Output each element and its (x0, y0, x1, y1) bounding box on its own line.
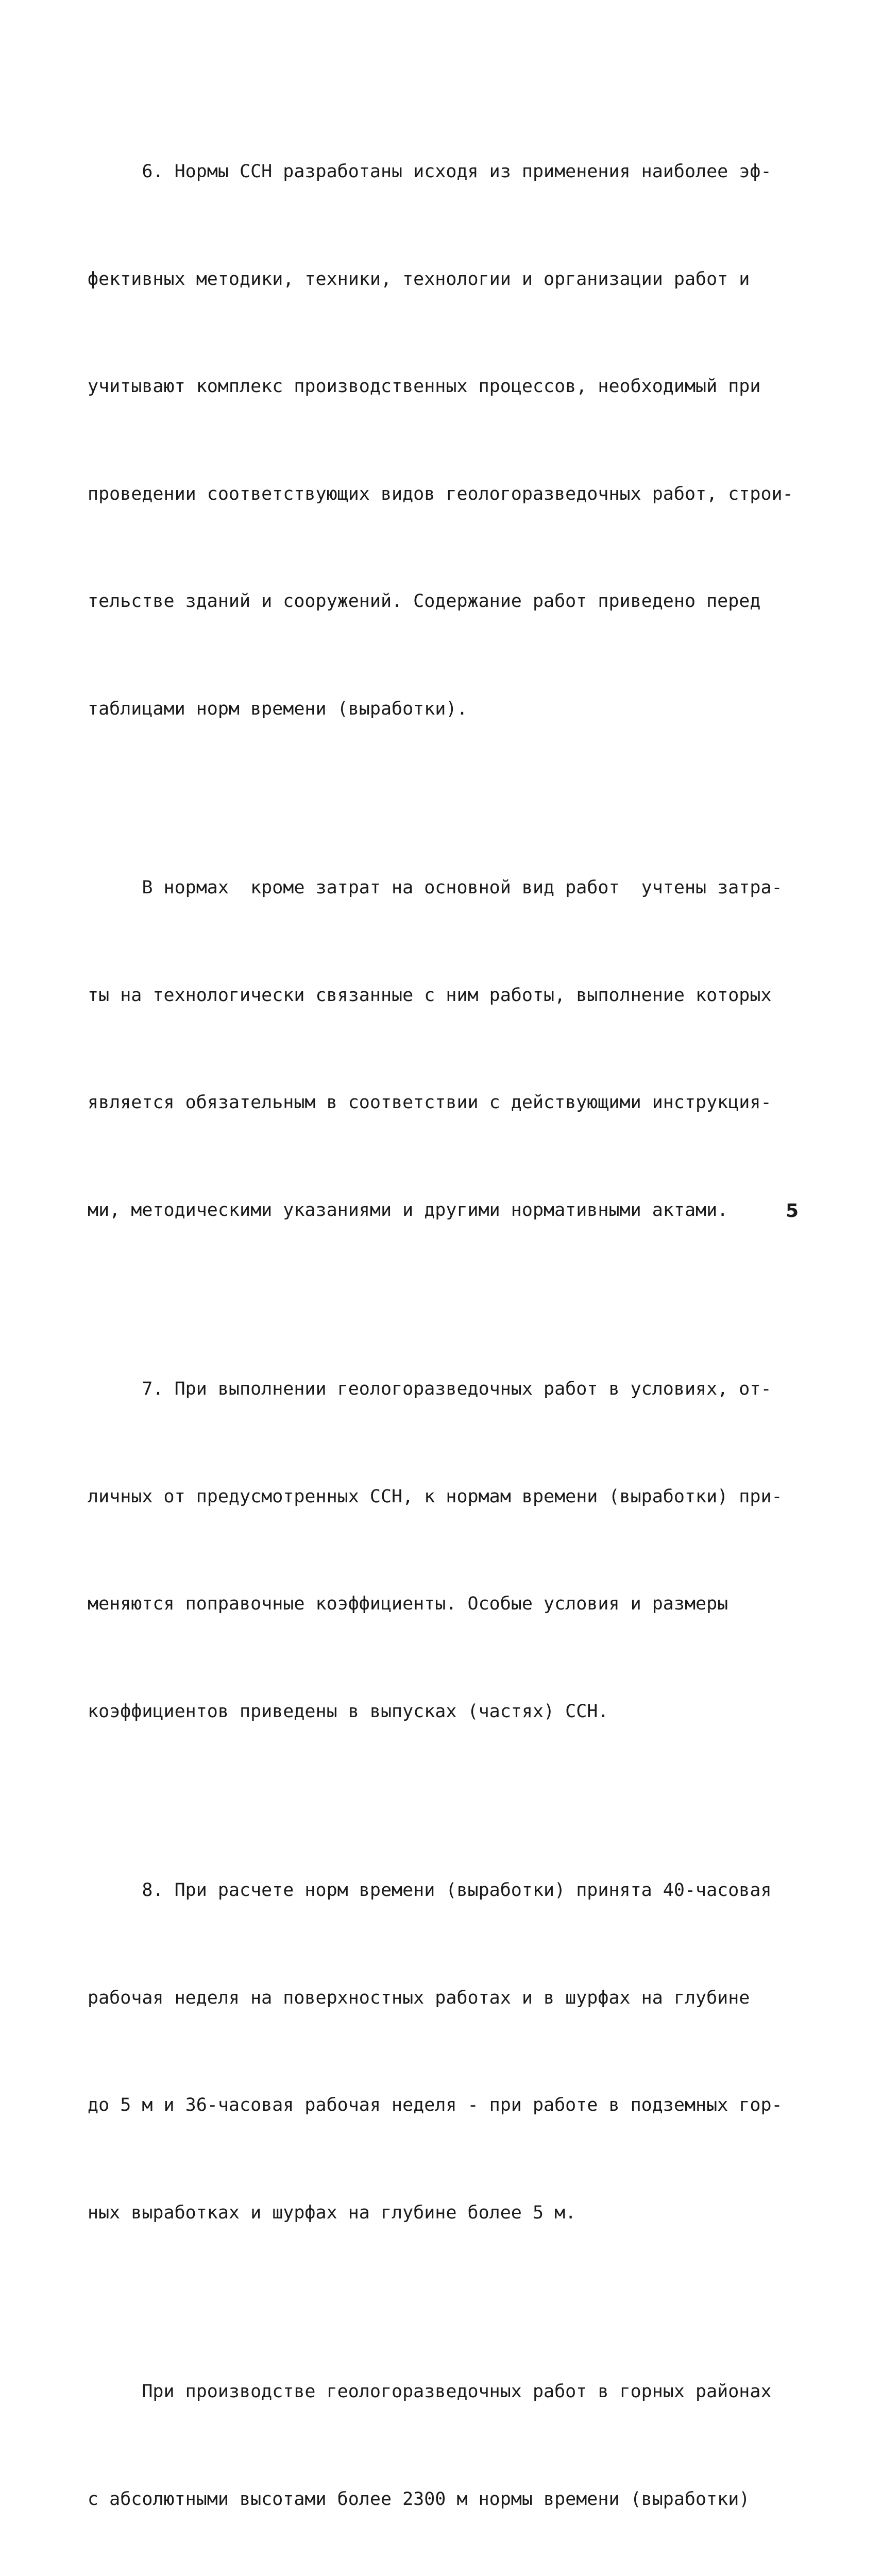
text-line: до 5 м и 36-часовая рабочая неделя - при работе в подземных гор- (88, 2095, 783, 2115)
text-line: коэффициентов приведены в выпусках (частях) ССН. (88, 1701, 609, 1722)
text-line: учитывают комплекс производственных процессов, необходимый при (88, 376, 761, 397)
text-line: проведении соответствующих видов геологоразведочных работ, строи- (88, 483, 793, 504)
text-line: фективных методики, техники, технологии и организации работ и (88, 268, 750, 290)
paragraph-6-continuation (88, 799, 799, 1300)
text-line: ты на технологически связанные с ним работы, выполнение которых (88, 985, 772, 1006)
text-line: рабочая неделя на поверхностных работах и в шурфах на глубине (88, 1987, 750, 2008)
page-number: 5 (786, 1200, 799, 1222)
paragraph-7 (88, 1300, 799, 1801)
paragraph-8-continuation (88, 2302, 799, 2576)
text-line: ных выработках и шурфах на глубине более 5 м. (88, 2202, 576, 2223)
text-line: При производстве геологоразведочных работ в горных районах (88, 2381, 772, 2402)
text-line: меняются поправочные коэффициенты. Особые условия и размеры (88, 1594, 728, 1614)
text-line: 6. Нормы ССН разработаны исходя из применения наиболее эф- (88, 161, 772, 182)
text-line: В нормах кроме затрат на основной вид работ учтены затра- (88, 877, 783, 898)
text-line: является обязательным в соответствии с действующими инструкция- (88, 1092, 772, 1113)
paragraph-8 (88, 1801, 799, 2302)
document-body (88, 82, 799, 2576)
text-line: 7. При выполнении геологоразведочных работ в условиях, от- (88, 1379, 772, 1399)
text-line: ми, методическими указаниями и другими нормативными актами. (88, 1199, 728, 1221)
text-line: 8. При расчете норм времени (выработки) принята 40-часовая (88, 1880, 772, 1901)
text-line: личных от предусмотренных ССН, к нормам времени (выработки) при- (88, 1486, 783, 1507)
text-line: с абсолютными высотами более 2300 м нормы времени (выработки) (88, 2488, 750, 2510)
text-line: таблицами норм времени (выработки). (88, 698, 468, 719)
text-line: тельстве зданий и сооружений. Содержание работ приведено перед (88, 591, 761, 612)
paragraph-6 (88, 82, 799, 799)
